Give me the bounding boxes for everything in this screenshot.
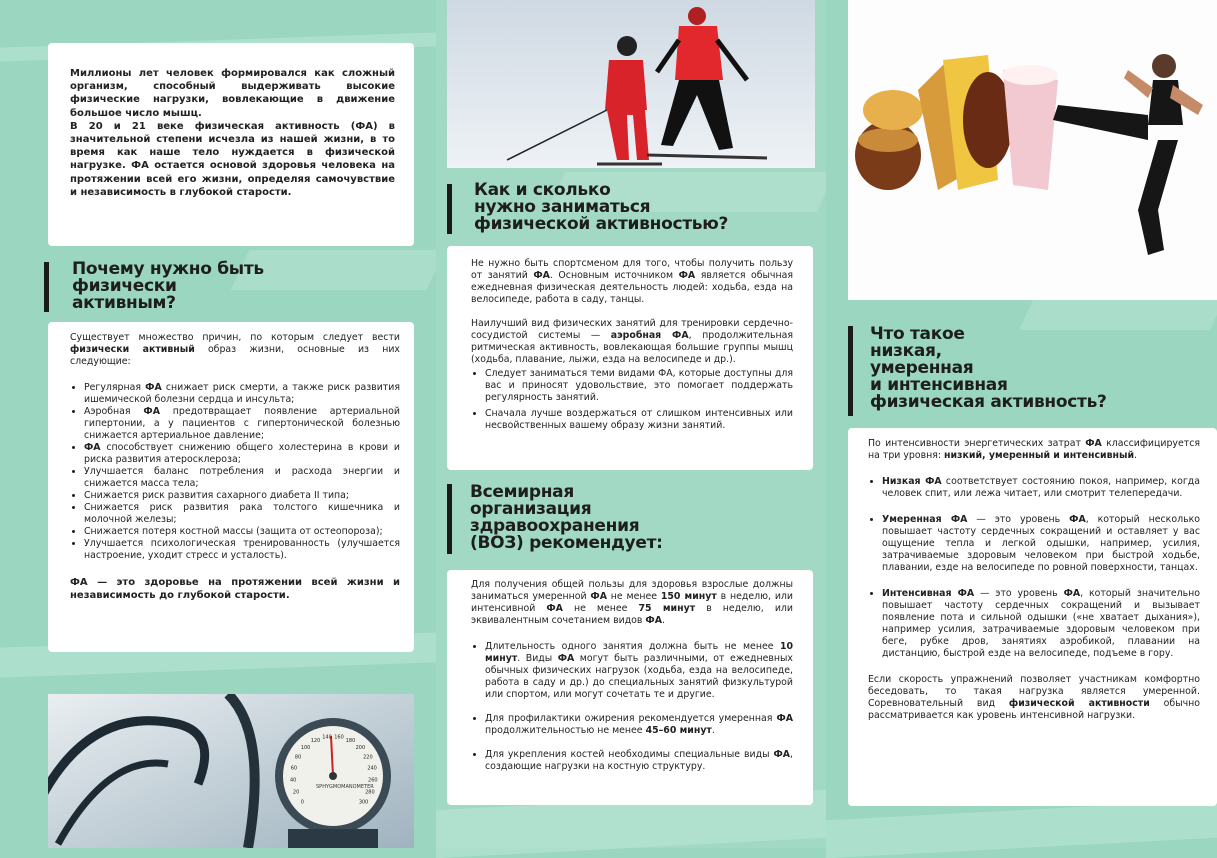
how-heading xyxy=(474,182,774,233)
left-panel xyxy=(0,0,436,848)
dial-tick-label: 180 xyxy=(345,738,356,744)
item-text: Снижается риск развития сахарного диабета II типа; xyxy=(84,490,350,501)
text: . xyxy=(1134,450,1138,461)
text: в неделю, или интенсивной xyxy=(471,591,793,614)
levels-outro xyxy=(868,674,1200,722)
intro-box xyxy=(48,43,414,246)
text: , создающие нагрузки на костную структуру. xyxy=(485,749,793,772)
list-item xyxy=(84,490,400,502)
who-heading-line: (ВОЗ) рекомендует: xyxy=(470,533,663,553)
levels-heading-line: умеренная xyxy=(870,358,974,378)
skiing-image xyxy=(447,0,815,168)
text: . xyxy=(711,725,715,736)
text: По интенсивности энергетических затрат xyxy=(868,438,1086,449)
how-paragraph-2 xyxy=(471,318,793,366)
who-heading xyxy=(470,484,770,552)
text: . Виды xyxy=(517,653,558,664)
levels-heading-line: Что такое xyxy=(870,324,965,344)
levels-heading-line: низкая, xyxy=(870,341,942,361)
dial-tick-label: 220 xyxy=(363,754,373,761)
why-intro-bold: физически активный xyxy=(70,344,195,355)
dial-tick-label: 140 xyxy=(322,734,332,741)
why-heading xyxy=(72,261,302,312)
dial-tick-label: 240 xyxy=(367,765,377,772)
moderate-level-item xyxy=(882,514,1200,574)
dial-tick-label: 160 xyxy=(334,734,344,741)
bold: ФА xyxy=(645,615,662,626)
who-heading-line: организация xyxy=(470,499,592,519)
list-item xyxy=(84,382,400,406)
how-list xyxy=(471,368,793,432)
dial-tick-label: 300 xyxy=(358,799,369,806)
bold: 150 минут xyxy=(660,591,717,602)
how-heading-line: физической активностью? xyxy=(474,214,729,234)
dial-tick-label: 120 xyxy=(310,738,321,744)
dial-tick-label: 40 xyxy=(290,777,297,784)
list-item xyxy=(84,502,400,526)
dial-tick-label: 260 xyxy=(368,777,378,784)
levels-intro xyxy=(868,438,1200,462)
bold: ФА xyxy=(678,270,696,281)
why-list xyxy=(70,382,400,562)
text: могут быть различными, от ежедневных обычных физических нагрузок (ходьба, езда на велосипеде, работа в саду и др.) до специальных занятий физкультурой или спортом, или могут сочетать те и другие. xyxy=(485,653,793,700)
dial-tick-label: 20 xyxy=(292,789,300,796)
text: Для укрепления костей необходимы специальные виды xyxy=(485,749,774,760)
list-item: • Следует заниматься теми видами ФА, которые доступны для вас и приносят удовольствие, это помогает поддержать регулярность занятий. xyxy=(485,368,793,404)
heading-bar xyxy=(447,184,452,234)
dial-tick-label: 280 xyxy=(365,789,375,796)
text: Для профилактики ожирения рекомендуется умеренная xyxy=(485,713,777,724)
text: не менее xyxy=(562,603,639,614)
tonometer-dial-scale xyxy=(48,694,414,848)
tonometer-label: SPHYGMOMANOMETER xyxy=(316,784,374,790)
ski-photo xyxy=(447,0,815,168)
text: Наилучший вид физических занятий для тренировки сердечно-сосудистой системы — xyxy=(471,318,793,341)
low-level-item xyxy=(882,476,1200,500)
list-item xyxy=(485,641,793,701)
text: Для получения общей пользы для здоровья взрослые должны заниматься умеренной xyxy=(471,579,793,602)
who-heading-line: Всемирная xyxy=(470,482,574,502)
why-intro xyxy=(70,332,400,368)
levels-list xyxy=(868,476,1200,660)
bold: ФА xyxy=(546,603,563,614)
bold: Умеренная ФА xyxy=(882,514,968,525)
item-bold: ФА xyxy=(84,442,101,453)
text: — это уровень xyxy=(974,588,1064,599)
item-bold: ФА xyxy=(145,382,162,393)
why-heading-line: Почему нужно быть xyxy=(72,259,264,279)
middle-panel xyxy=(436,0,826,848)
text: классифицируется на три уровня: xyxy=(868,438,1200,461)
why-intro-text: образ жизни, основные из них следующие: xyxy=(70,344,400,367)
item-text: Аэробная xyxy=(84,406,144,417)
bold: физической активности xyxy=(1008,698,1150,709)
item-bold: ФА xyxy=(143,406,160,417)
intro-paragraph-1: Миллионы лет человек формировался как сложный организм, способный выдерживать высокие физические нагрузки, вовлекающие в движение большое число мышц. xyxy=(70,68,395,119)
list-item xyxy=(485,713,793,737)
text: , который значительно повышает частоту сердечных сокращений и вызывает появление пота и сильной одышки («не хватает дыхания»), например усилия, затрачиваемые здоровым человеком при беге, рубке дров, занятиях аэробикой, плавании на дистанцию, быстрой езде на велосипеде, подъеме в гору. xyxy=(882,588,1200,659)
why-conclusion: ФА — это здоровье на протяжении всей жизни и независимость до глубокой старости. xyxy=(70,577,400,602)
who-paragraph xyxy=(471,579,793,627)
dial-tick-label: 0 xyxy=(300,799,304,806)
why-intro-text: Существует множество причин, по которым следует вести xyxy=(70,332,400,343)
why-heading-line: физически xyxy=(72,276,177,296)
bold: ФА xyxy=(776,713,793,724)
bold: низкий, умеренный и интенсивный xyxy=(944,450,1135,461)
text: — это уровень xyxy=(967,514,1070,525)
text: соответствует состоянию покоя, например, когда человек спит, или лежа читает, или смотрит телепередачи. xyxy=(882,476,1200,499)
list-item xyxy=(84,442,400,466)
levels-box xyxy=(848,428,1217,806)
right-panel xyxy=(826,0,1217,848)
heading-bar xyxy=(44,262,49,312)
intensive-level-item xyxy=(882,588,1200,660)
bold: 75 минут xyxy=(638,603,696,614)
list-item xyxy=(485,749,793,773)
text: Не нужно быть спортсменом для того, чтобы получить пользу от занятий xyxy=(471,258,793,281)
text: . Основным источником xyxy=(549,270,679,281)
heading-bar xyxy=(447,484,452,554)
dial-tick-label: 100 xyxy=(300,744,311,751)
list-item xyxy=(84,538,400,562)
who-box xyxy=(447,570,813,805)
item-text: предотвращает появление артериальной гипертонии, а у пациентов с гипертонической болезнью снижается артериальное давление; xyxy=(84,406,400,441)
levels-heading-line: и интенсивная xyxy=(870,375,1008,395)
bold: Низкая ФА xyxy=(882,476,942,487)
dial-tick-label: 200 xyxy=(355,744,366,751)
bold: ФА xyxy=(557,653,575,664)
list-item: • Сначала лучше воздержаться от слишком интенсивных или несвойственных вашему образу жизни занятий. xyxy=(485,408,793,432)
why-box xyxy=(48,322,414,652)
bold: 45–60 минут xyxy=(645,725,712,736)
bold: 10 минут xyxy=(485,641,793,664)
levels-heading xyxy=(870,326,1190,411)
bold: ФА xyxy=(1085,438,1102,449)
how-box xyxy=(447,246,813,470)
tonometer-photo xyxy=(48,694,414,848)
text: обычно рассматривается как уровень интенсивной нагрузки. xyxy=(868,698,1201,721)
list-item xyxy=(84,466,400,490)
bold: Интенсивная ФА xyxy=(882,588,975,599)
why-heading-line: активным? xyxy=(72,293,176,313)
food-vs-fitness-photo xyxy=(848,0,1217,300)
item-text: способствует снижению общего холестерина в крови и риска развития атеросклероза; xyxy=(84,442,400,465)
item-text: Снижается потеря костной массы (защита от остеопороза); xyxy=(84,526,383,537)
text: в неделю, или эквивалентным сочетанием видов xyxy=(471,603,794,626)
item-text: снижает риск смерти, а также риск развития ишемической болезни сердца и инсульта; xyxy=(84,382,400,405)
who-heading-line: здравоохранения xyxy=(470,516,640,536)
heading-bar xyxy=(848,326,853,416)
text: , продолжительная ритмическая активность, вовлекающая большие группы мышц (ходьба, плавание, лыжи, езда на велосипеде и др.). xyxy=(471,330,793,365)
item-text: Регулярная xyxy=(84,382,146,393)
text: Если скорость упражнений позволяет участникам комфортно беседовать, то такая нагрузка является умеренной. Соревновательный вид xyxy=(868,674,1200,709)
text: Длительность одного занятия должна быть не менее xyxy=(485,641,780,652)
item-text: Улучшается психологическая тренированность (улучшается настроение, уходит стресс и усталость). xyxy=(84,538,400,561)
text: продолжительностью не менее xyxy=(485,725,646,736)
how-heading-line: нужно заниматься xyxy=(474,197,651,217)
how-heading-line: Как и сколько xyxy=(474,180,611,200)
text: является обычная ежедневная физическая деятельность людей: ходьба, езда на велосипеде, работа в саду, танцы. xyxy=(471,270,793,305)
bold: аэробная ФА xyxy=(610,330,689,341)
bold: ФА xyxy=(1063,588,1081,599)
bold: ФА xyxy=(1069,514,1086,525)
bold: ФА xyxy=(590,591,607,602)
list-item xyxy=(84,406,400,442)
fitness-food-image xyxy=(848,0,1217,300)
text: не менее xyxy=(606,591,661,602)
bold: ФА xyxy=(773,749,791,760)
how-paragraph-1 xyxy=(471,258,793,306)
text: , который несколько повышает частоту сердечных сокращений и оставляет у вас ощущение тепла и легкой одышки, например, усилия, затрачиваемые здоровым человеком при быстрой ходьбе, плавании, езде на велосипеде по ровной поверхности, танцах. xyxy=(882,514,1200,573)
list-item xyxy=(84,526,400,538)
intro-paragraph-2: В 20 и 21 веке физическая активность (ФА) в значительной степени исчезла из нашей жизни, в то время как наше тело нуждается в физической нагрузке. ФА остается основой здоровья человека на протяжении всей его жизни, определяя самочувствие и независимость в глубокой старости. xyxy=(70,120,395,198)
dial-tick-label: 60 xyxy=(290,765,298,772)
text: . xyxy=(661,615,665,626)
who-list xyxy=(471,641,793,773)
item-text: Снижается риск развития рака толстого кишечника и молочной железы; xyxy=(84,502,400,525)
bold: ФА xyxy=(533,270,550,281)
levels-heading-line: физическая активность? xyxy=(870,392,1107,412)
dial-tick-label: 80 xyxy=(294,754,302,761)
item-text: Улучшается баланс потребления и расхода энергии и снижается масса тела; xyxy=(84,466,400,489)
